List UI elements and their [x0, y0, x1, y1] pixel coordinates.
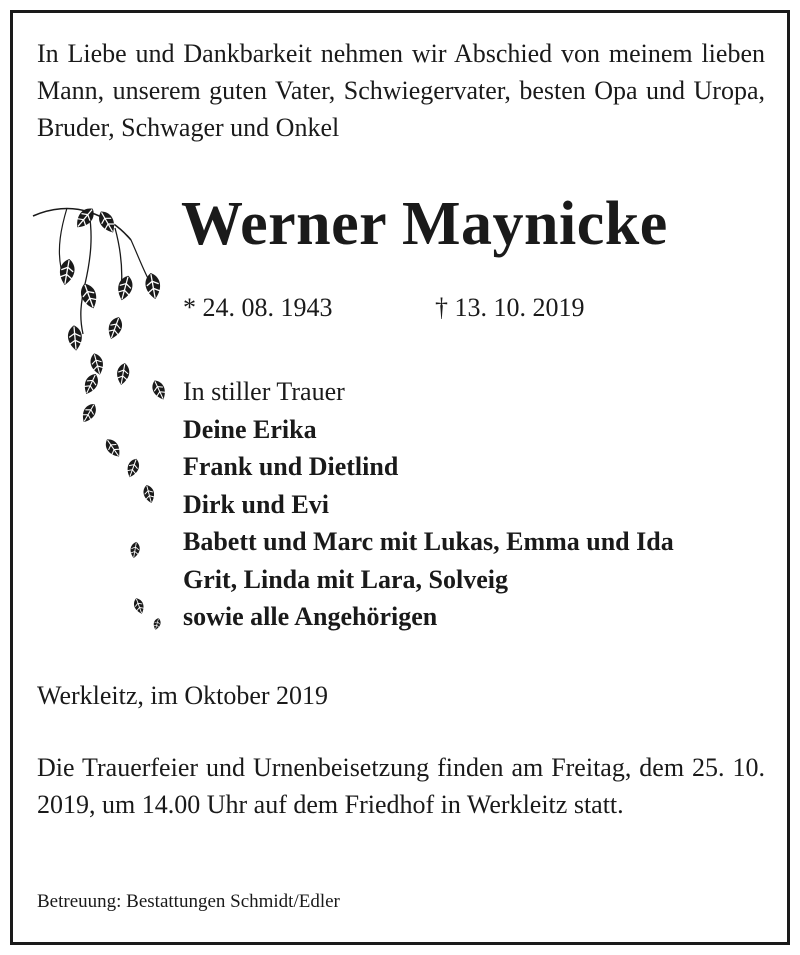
mourner-line: Grit, Linda mit Lara, Solveig [183, 564, 508, 594]
birth-date: * 24. 08. 1943 [183, 293, 333, 322]
obituary-frame [10, 10, 790, 945]
birch-leaves-icon [27, 188, 177, 638]
mourner-line: Babett und Marc mit Lukas, Emma und Ida [183, 527, 674, 556]
life-dates [183, 291, 585, 325]
place-date: Werkleitz, im Oktober 2019 [37, 681, 329, 710]
mourners-heading: In stiller Trauer [183, 377, 345, 406]
mourner-line: Deine Erika [183, 414, 317, 444]
mourner-line: sowie alle Angehörigen [183, 602, 438, 631]
funeral-home-credit: Betreuung: Bestattungen Schmidt/Edler [37, 891, 340, 912]
mourner-line: Dirk und Evi [183, 489, 329, 519]
ceremony-notice: Die Trauerfeier und Urnenbeisetzung finden am Freitag, dem 25. 10. 2019, um 14.00 Uhr auf dem Friedhof in Werkleitz statt. [37, 753, 765, 819]
intro-text: In Liebe und Dankbarkeit nehmen wir Abschied von meinem lieben Mann, unserem guten Vater, Schwiegervater, besten Opa und Uropa, Bruder, Schwager und Onkel [37, 39, 765, 142]
mourner-line: Frank und Dietlind [183, 452, 399, 481]
death-date: † 13. 10. 2019 [435, 293, 585, 322]
mourners-list [183, 373, 674, 636]
deceased-name: Werner Maynicke [181, 190, 668, 258]
